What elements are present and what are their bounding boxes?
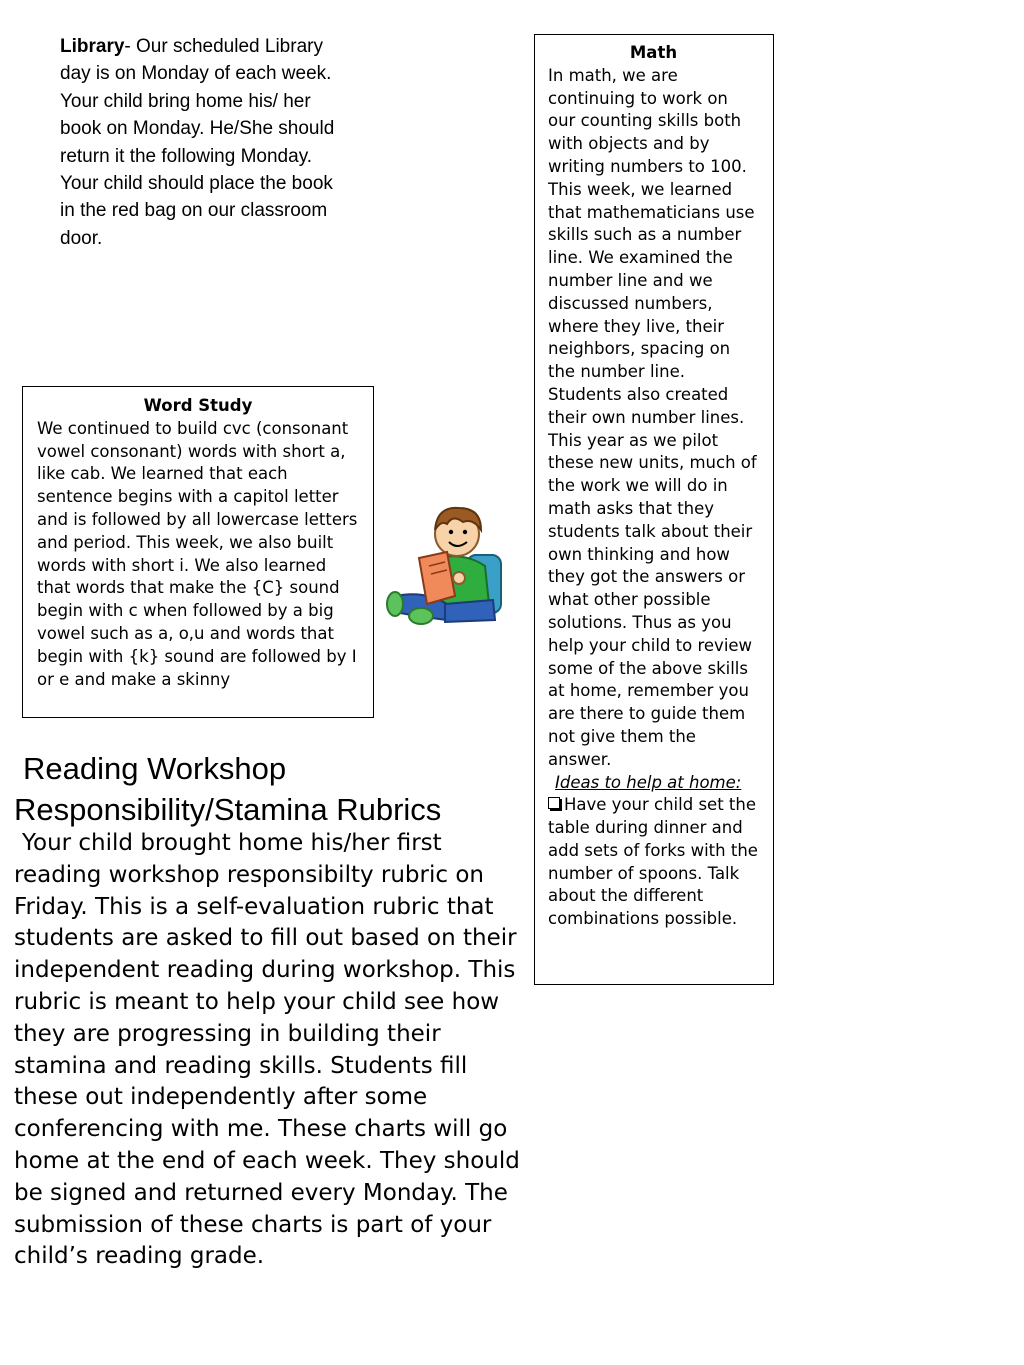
library-title: Library	[60, 36, 125, 57]
library-section	[60, 33, 352, 252]
word-study-title: Word Study	[143, 396, 253, 415]
ideas-heading: Ideas to help at home:	[555, 772, 742, 792]
boy-reading-book-icon	[385, 500, 510, 630]
ideas-list-item	[548, 794, 759, 931]
reading-heading-line1: Reading Workshop	[23, 751, 287, 786]
math-box	[534, 34, 774, 985]
word-study-box	[22, 386, 374, 718]
math-title: Math	[629, 43, 678, 62]
reading-body-text: Your child brought home his/her first reading workshop responsibilty rubric on Friday. This is a self-evaluation rubric that students are asked to fill out based on their independent reading during workshop. This rubric is meant to help your child see how they are progressing in building their stamina and reading skills. Students fill these out independently after some conferencing with me. These charts will go home at the end of each week. They should be signed and returned every Monday. The submission of these charts is part of your child’s reading grade.	[14, 830, 520, 1270]
word-study-text: We continued to build cvc (consonant vowel consonant) words with short a, like cab. We learned that each sentence begins with a capitol letter and is followed by all lowercase letters and period. This week, we also built words with short i. We also learned that words that make the {C} sound begin with c when followed by a big vowel such as a, o,u and words that begin with {k} sound are followed by I or e and make a skinny	[37, 418, 358, 689]
reading-text	[14, 828, 524, 1273]
library-text: - Our scheduled Library day is on Monday of each week. Your child bring home his/ her book on Monday. He/She should return it the following Monday. Your child should place the book in the red bag on our classroom door.	[60, 36, 335, 249]
reading-heading	[14, 748, 514, 830]
math-text: In math, we are continuing to work on our counting skills both with objects and by writing numbers to 100. This week, we learned that mathematicians use skills such as a number line. We examined the number line and we discussed numbers, where they live, their neighbors, spacing on the number line. Students also created their own number lines. This year as we pilot these new units, much of the work we will do in math asks that they students talk about their own thinking and how they got the answers or what other possible solutions. Thus as you help your child to review some of the above skills at home, remember you are there to guide them not give them the answer.	[548, 65, 757, 769]
reading-heading-line2: Responsibility/Stamina Rubrics	[14, 792, 442, 827]
checkbox-bullet-icon	[548, 797, 560, 809]
ideas-item-text: Have your child set the table during dinner and add sets of forks with the number of spoons. Talk about the different combinations possible.	[548, 795, 758, 929]
